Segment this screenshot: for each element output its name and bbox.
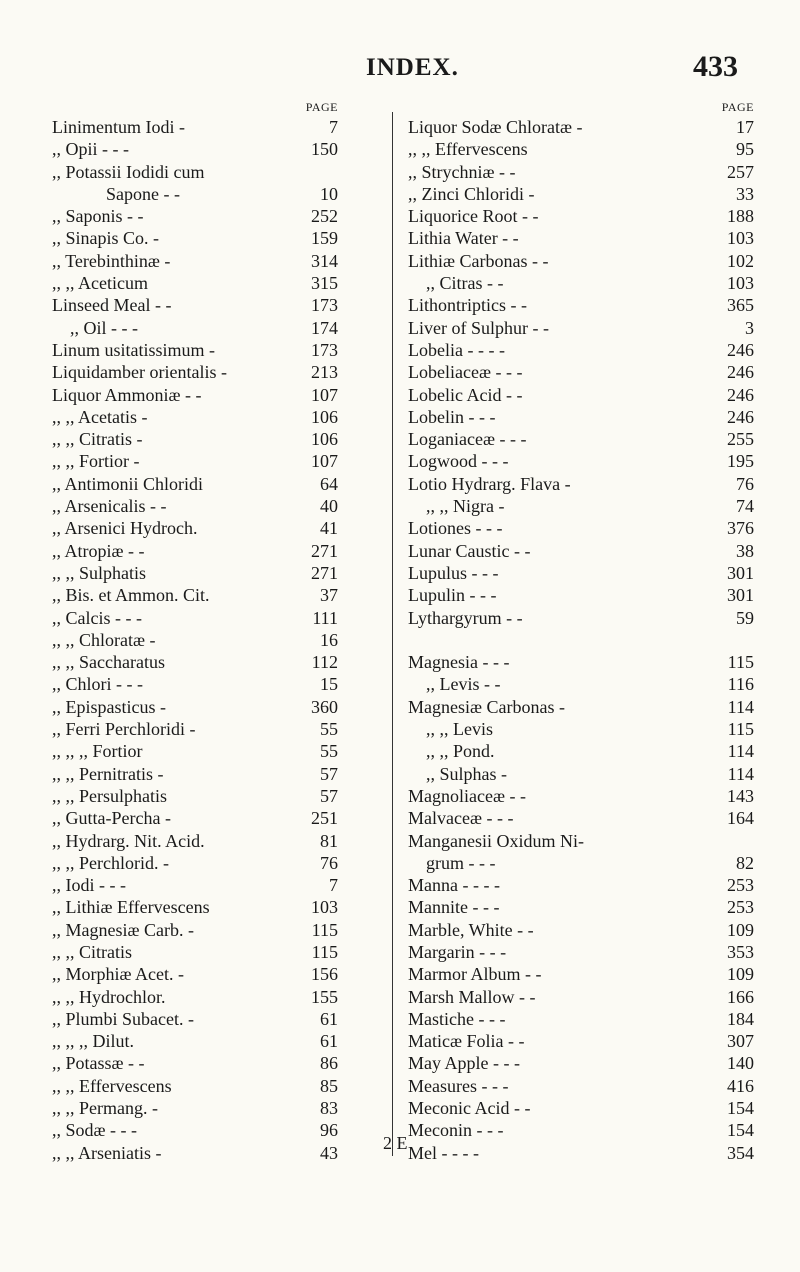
index-entry [408, 1008, 754, 1030]
index-entry [52, 428, 350, 450]
entry-page: 64 [320, 473, 338, 494]
index-entry [408, 986, 754, 1008]
index-entry [52, 161, 350, 183]
index-entry [52, 384, 350, 406]
entry-page: 140 [727, 1053, 754, 1074]
entry-text: ,, ,, Sulphatis [52, 562, 147, 583]
entry-text: ,, Hydrarg. Nit. Acid. [52, 830, 205, 851]
index-entry [408, 517, 754, 539]
entry-text: Measures - - - [408, 1075, 509, 1096]
entry-page: 184 [727, 1008, 754, 1029]
entry-page: 253 [727, 897, 754, 918]
entry-page: 166 [727, 986, 754, 1007]
index-entry [408, 1030, 754, 1052]
entry-page: 103 [727, 228, 754, 249]
entry-text: grum - - - [426, 852, 496, 873]
entry-text: ,, Strychniæ - - [408, 161, 516, 182]
entry-text: ,, Potassæ - - [52, 1053, 145, 1074]
entry-page: 57 [320, 785, 338, 806]
entry-page: 106 [311, 406, 338, 427]
entry-text: Lobelia - - - - [408, 339, 505, 360]
index-entry [52, 763, 350, 785]
index-entry [52, 1030, 350, 1052]
entry-text: ,, ,, Arseniatis - [52, 1142, 162, 1163]
entry-page: 109 [727, 964, 754, 985]
index-entry [408, 874, 754, 896]
entry-text: ,, Antimonii Chloridi [52, 473, 204, 494]
index-entry [52, 963, 350, 985]
entry-text: ,, ,, Aceticum [52, 273, 148, 294]
index-entry [408, 227, 754, 249]
entry-page: 315 [311, 273, 338, 294]
entry-text: Lupulin - - - [408, 585, 497, 606]
entry-page: 3 [745, 317, 754, 338]
index-entry [408, 250, 754, 272]
index-entry [52, 718, 350, 740]
index-entry [408, 830, 754, 852]
entry-page: 74 [736, 496, 754, 517]
entry-text: ,, ,, Citratis - [52, 429, 143, 450]
entry-text: Manna - - - - [408, 875, 500, 896]
index-entry [52, 941, 350, 963]
entry-page: 109 [727, 919, 754, 940]
index-entry [52, 874, 350, 896]
entry-text: Liquor Sodæ Chloratæ - [408, 117, 583, 137]
index-entry [52, 562, 350, 584]
index-entry [408, 963, 754, 985]
index-entry [408, 540, 754, 562]
entry-text: Margarin - - - [408, 941, 507, 962]
entry-page: 16 [320, 629, 338, 650]
entry-text: Lythargyrum - - [408, 607, 523, 628]
index-entry [408, 473, 754, 495]
entry-page: 159 [311, 228, 338, 249]
index-entry [408, 1075, 754, 1097]
entry-page: 86 [320, 1053, 338, 1074]
entry-text: Mannite - - - [408, 897, 500, 918]
entry-list [52, 116, 350, 1164]
index-entry [52, 1119, 350, 1141]
entry-text: ,, ,, Effervescens [52, 1075, 172, 1096]
index-entry [52, 852, 350, 874]
index-entry [52, 1142, 350, 1164]
index-entry [408, 183, 754, 205]
entry-page: 17 [736, 117, 754, 137]
entry-page: 246 [727, 406, 754, 427]
index-entry [408, 384, 754, 406]
index-entry [408, 852, 754, 874]
entry-page: 114 [727, 696, 754, 717]
index-entry [408, 1142, 754, 1164]
entry-page: 114 [727, 741, 754, 762]
entry-text: ,, ,, Levis [426, 719, 493, 740]
entry-text: ,, Sodæ - - - [52, 1120, 137, 1141]
index-entry [408, 138, 754, 160]
index-entry [408, 740, 754, 762]
entry-text: Loganiaceæ - - - [408, 429, 527, 450]
entry-list [408, 116, 754, 1164]
page-column-label: PAGE [305, 100, 338, 114]
entry-page: 354 [727, 1142, 754, 1163]
entry-text: Mel - - - - [408, 1142, 479, 1163]
entry-page: 115 [727, 719, 754, 740]
entry-page: 114 [727, 763, 754, 784]
index-entry [52, 227, 350, 249]
entry-page: 83 [320, 1098, 338, 1119]
entry-page: 115 [311, 919, 338, 940]
entry-text: Magnesia - - - [408, 652, 510, 673]
entry-page: 174 [311, 317, 338, 338]
index-entry [52, 651, 350, 673]
index-entry [408, 807, 754, 829]
entry-text: Meconin - - - [408, 1120, 504, 1141]
index-entry [408, 272, 754, 294]
index-entry [408, 651, 754, 673]
entry-page: 82 [736, 852, 754, 873]
entry-text: ,, ,, Acetatis - [52, 406, 148, 427]
entry-page: 106 [311, 429, 338, 450]
index-entry [408, 339, 754, 361]
entry-page: 271 [311, 562, 338, 583]
index-entry [52, 450, 350, 472]
entry-page: 76 [736, 473, 754, 494]
entry-page: 96 [320, 1120, 338, 1141]
entry-text: ,, ,, Saccharatus [52, 652, 165, 673]
entry-text: ,, Epispasticus - [52, 696, 166, 717]
entry-text: Lithia Water - - [408, 228, 519, 249]
entry-page: 103 [311, 897, 338, 918]
entry-text: ,, ,, Effervescens [408, 139, 528, 160]
entry-page: 115 [311, 941, 338, 962]
entry-text: ,, ,, Fortior - [52, 451, 140, 472]
index-entry [52, 1008, 350, 1030]
entry-page: 55 [320, 741, 338, 762]
index-entry [408, 785, 754, 807]
index-entry [408, 584, 754, 606]
index-entry [52, 1052, 350, 1074]
entry-text: Magnoliaceæ - - [408, 785, 526, 806]
entry-text: ,, Calcis - - - [52, 607, 142, 628]
entry-page: 301 [727, 562, 754, 583]
entry-page: 156 [311, 964, 338, 985]
entry-page: 143 [727, 785, 754, 806]
entry-text: ,, ,, ,, Fortior [52, 741, 143, 762]
entry-text: ,, Sinapis Co. - [52, 228, 160, 249]
entry-text: ,, Citras - - [426, 273, 504, 294]
index-entry [408, 1097, 754, 1119]
index-entry [52, 696, 350, 718]
index-entry [52, 317, 350, 339]
entry-text: Marble, White - - [408, 919, 534, 940]
entry-page: 95 [736, 139, 754, 160]
index-entry [52, 473, 350, 495]
entry-text: Linimentum Iodi - [52, 117, 185, 137]
index-entry [408, 941, 754, 963]
entry-text: ,, Plumbi Subacet. - [52, 1008, 194, 1029]
entry-page: 188 [727, 206, 754, 227]
index-entry [52, 919, 350, 941]
entry-text: ,, ,, Perchlorid. - [52, 852, 169, 873]
entry-page: 257 [727, 161, 754, 182]
index-entry [52, 830, 350, 852]
index-entry [52, 807, 350, 829]
entry-text: ,, Arsenici Hydroch. [52, 518, 198, 539]
entry-page: 246 [727, 339, 754, 360]
index-entry [52, 250, 350, 272]
entry-text: Lobeliaceæ - - - [408, 362, 523, 383]
index-entry [408, 896, 754, 918]
entry-text: ,, ,, Hydrochlor. [52, 986, 166, 1007]
entry-text: Lobelin - - - [408, 406, 496, 427]
entry-page: 150 [311, 139, 338, 160]
index-entry [408, 763, 754, 785]
entry-text: Magnesiæ Carbonas - [408, 696, 565, 717]
entry-text: Malvaceæ - - - [408, 808, 514, 829]
entry-page: 57 [320, 763, 338, 784]
index-entry [408, 696, 754, 718]
entry-text: Mastiche - - - [408, 1008, 506, 1029]
page-header [0, 50, 800, 94]
index-entry [52, 540, 350, 562]
entry-page: 41 [320, 518, 338, 539]
entry-page: 155 [311, 986, 338, 1007]
index-entry [52, 517, 350, 539]
entry-text: ,, ,, Persulphatis [52, 785, 167, 806]
entry-text: Liquidamber orientalis - [52, 362, 227, 383]
entry-text: ,, Arsenicalis - - [52, 496, 167, 517]
entry-page: 307 [727, 1031, 754, 1052]
entry-page: 301 [727, 585, 754, 606]
index-entry [52, 584, 350, 606]
entry-text: ,, Saponis - - [52, 206, 144, 227]
entry-text: ,, ,, Pond. [426, 741, 495, 762]
entry-page: 61 [320, 1008, 338, 1029]
entry-page: 116 [727, 674, 754, 695]
entry-page: 40 [320, 496, 338, 517]
entry-page: 76 [320, 852, 338, 873]
index-entry [52, 138, 350, 160]
entry-text: ,, Bis. et Ammon. Cit. [52, 585, 210, 606]
index-entry [408, 317, 754, 339]
entry-page: 107 [311, 451, 338, 472]
entry-text: ,, Gutta-Percha - [52, 808, 171, 829]
entry-text: ,, Zinci Chloridi - [408, 183, 535, 204]
entry-page: 112 [311, 652, 338, 673]
entry-text: Lupulus - - - [408, 562, 499, 583]
entry-page: 154 [727, 1098, 754, 1119]
entry-page: 15 [320, 674, 338, 695]
index-entry [408, 629, 754, 651]
entry-page: 37 [320, 585, 338, 606]
entry-page: 154 [727, 1120, 754, 1141]
index-entry [52, 896, 350, 918]
index-entry [408, 450, 754, 472]
index-entry [408, 205, 754, 227]
entry-page: 81 [320, 830, 338, 851]
entry-text: Lithontriptics - - [408, 295, 527, 316]
entry-page: 7 [329, 875, 338, 896]
index-entry [408, 428, 754, 450]
entry-text: ,, Opii - - - [52, 139, 129, 160]
signature-mark: 2 E [383, 1133, 408, 1153]
entry-text: Lithiæ Carbonas - - [408, 250, 549, 271]
entry-text: Marmor Album - - [408, 964, 542, 985]
entry-page: 55 [320, 719, 338, 740]
entry-page: 43 [320, 1142, 338, 1163]
index-entry [52, 785, 350, 807]
index-entry [408, 673, 754, 695]
index-entry [408, 294, 754, 316]
index-entry [52, 673, 350, 695]
entry-page: 213 [311, 362, 338, 383]
entry-text: ,, ,, Nigra - [426, 496, 505, 517]
index-entry [52, 607, 350, 629]
entry-text: ,, Potassii Iodidi cum [52, 161, 205, 182]
entry-page: 365 [727, 295, 754, 316]
index-entry [408, 562, 754, 584]
entry-text: Lobelic Acid - - [408, 384, 523, 405]
index-entry [52, 495, 350, 517]
entry-text: ,, Chlori - - - [52, 674, 143, 695]
entry-text: ,, ,, Pernitratis - [52, 763, 164, 784]
entry-page: 59 [736, 607, 754, 628]
index-entry [52, 361, 350, 383]
entry-page: 33 [736, 183, 754, 204]
entry-page: 61 [320, 1031, 338, 1052]
entry-page: 85 [320, 1075, 338, 1096]
entry-text: ,, Lithiæ Effervescens [52, 897, 210, 918]
entry-text: May Apple - - - [408, 1053, 520, 1074]
entry-page: 38 [736, 540, 754, 561]
column-divider [392, 112, 393, 1156]
index-entry [52, 294, 350, 316]
entry-text: Liver of Sulphur - - [408, 317, 549, 338]
entry-page: 10 [320, 183, 338, 204]
entry-page: 246 [727, 384, 754, 405]
entry-page: 360 [311, 696, 338, 717]
entry-text: Liquor Ammoniæ - - [52, 384, 202, 405]
entry-text: ,, Ferri Perchloridi - [52, 719, 196, 740]
entry-page: 102 [727, 250, 754, 271]
entry-text: Lunar Caustic - - [408, 540, 531, 561]
page-column-label: PAGE [721, 100, 754, 114]
index-entry [52, 272, 350, 294]
entry-page: 173 [311, 339, 338, 360]
entry-text: Linseed Meal - - [52, 295, 172, 316]
entry-text: ,, Levis - - [426, 674, 501, 695]
index-entry [408, 919, 754, 941]
entry-text: Manganesii Oxidum Ni- [408, 830, 584, 851]
index-entry [408, 361, 754, 383]
index-entry [52, 116, 350, 138]
entry-text: Maticæ Folia - - [408, 1031, 525, 1052]
index-entry [52, 339, 350, 361]
entry-text: ,, Iodi - - - [52, 875, 126, 896]
entry-text: ,, ,, Citratis [52, 941, 132, 962]
entry-text: Marsh Mallow - - [408, 986, 536, 1007]
index-entry [52, 406, 350, 428]
entry-text: Liquorice Root - - [408, 206, 539, 227]
entry-page: 173 [311, 295, 338, 316]
running-title: INDEX. [366, 54, 459, 81]
entry-page: 7 [329, 117, 338, 137]
index-entry [52, 205, 350, 227]
entry-page: 164 [727, 808, 754, 829]
entry-text: ,, Atropiæ - - [52, 540, 145, 561]
entry-page: 103 [727, 273, 754, 294]
index-entry [408, 1119, 754, 1141]
entry-page: 253 [727, 875, 754, 896]
entry-text: ,, Morphiæ Acet. - [52, 964, 184, 985]
entry-text: ,, ,, Chloratæ - [52, 629, 156, 650]
entry-text: ,, ,, ,, Dilut. [52, 1031, 135, 1052]
index-entry [408, 116, 754, 138]
entry-text: Sapone - - [106, 183, 180, 204]
index-entry [408, 495, 754, 517]
entry-text: ,, Oil - - - [70, 317, 138, 338]
entry-page: 353 [727, 941, 754, 962]
index-entry [408, 406, 754, 428]
entry-text: ,, Terebinthinæ - [52, 250, 171, 271]
entry-text: Meconic Acid - - [408, 1098, 531, 1119]
entry-text: ,, Sulphas - [426, 763, 507, 784]
index-entry [52, 740, 350, 762]
entry-page: 107 [311, 384, 338, 405]
index-entry [408, 718, 754, 740]
entry-page: 115 [727, 652, 754, 673]
entry-text: Logwood - - - [408, 451, 509, 472]
index-entry [52, 1075, 350, 1097]
page-number: 433 [693, 50, 738, 83]
index-entry [408, 161, 754, 183]
entry-page: 251 [311, 808, 338, 829]
index-entry [408, 607, 754, 629]
entry-text: Lotiones - - - [408, 518, 503, 539]
entry-page: 314 [311, 250, 338, 271]
index-entry [52, 986, 350, 1008]
index-entry [52, 183, 350, 205]
index-entry [52, 629, 350, 651]
entry-page: 255 [727, 429, 754, 450]
entry-page: 111 [312, 607, 338, 628]
entry-text: Linum usitatissimum - [52, 339, 216, 360]
entry-page: 376 [727, 518, 754, 539]
entry-text: ,, ,, Permang. - [52, 1098, 158, 1119]
index-entry [52, 1097, 350, 1119]
entry-page: 271 [311, 540, 338, 561]
index-entry [408, 1052, 754, 1074]
entry-page: 416 [727, 1075, 754, 1096]
entry-text: Lotio Hydrarg. Flava - [408, 473, 571, 494]
entry-page: 252 [311, 206, 338, 227]
entry-page: 246 [727, 362, 754, 383]
entry-text: ,, Magnesiæ Carb. - [52, 919, 194, 940]
entry-page: 195 [727, 451, 754, 472]
